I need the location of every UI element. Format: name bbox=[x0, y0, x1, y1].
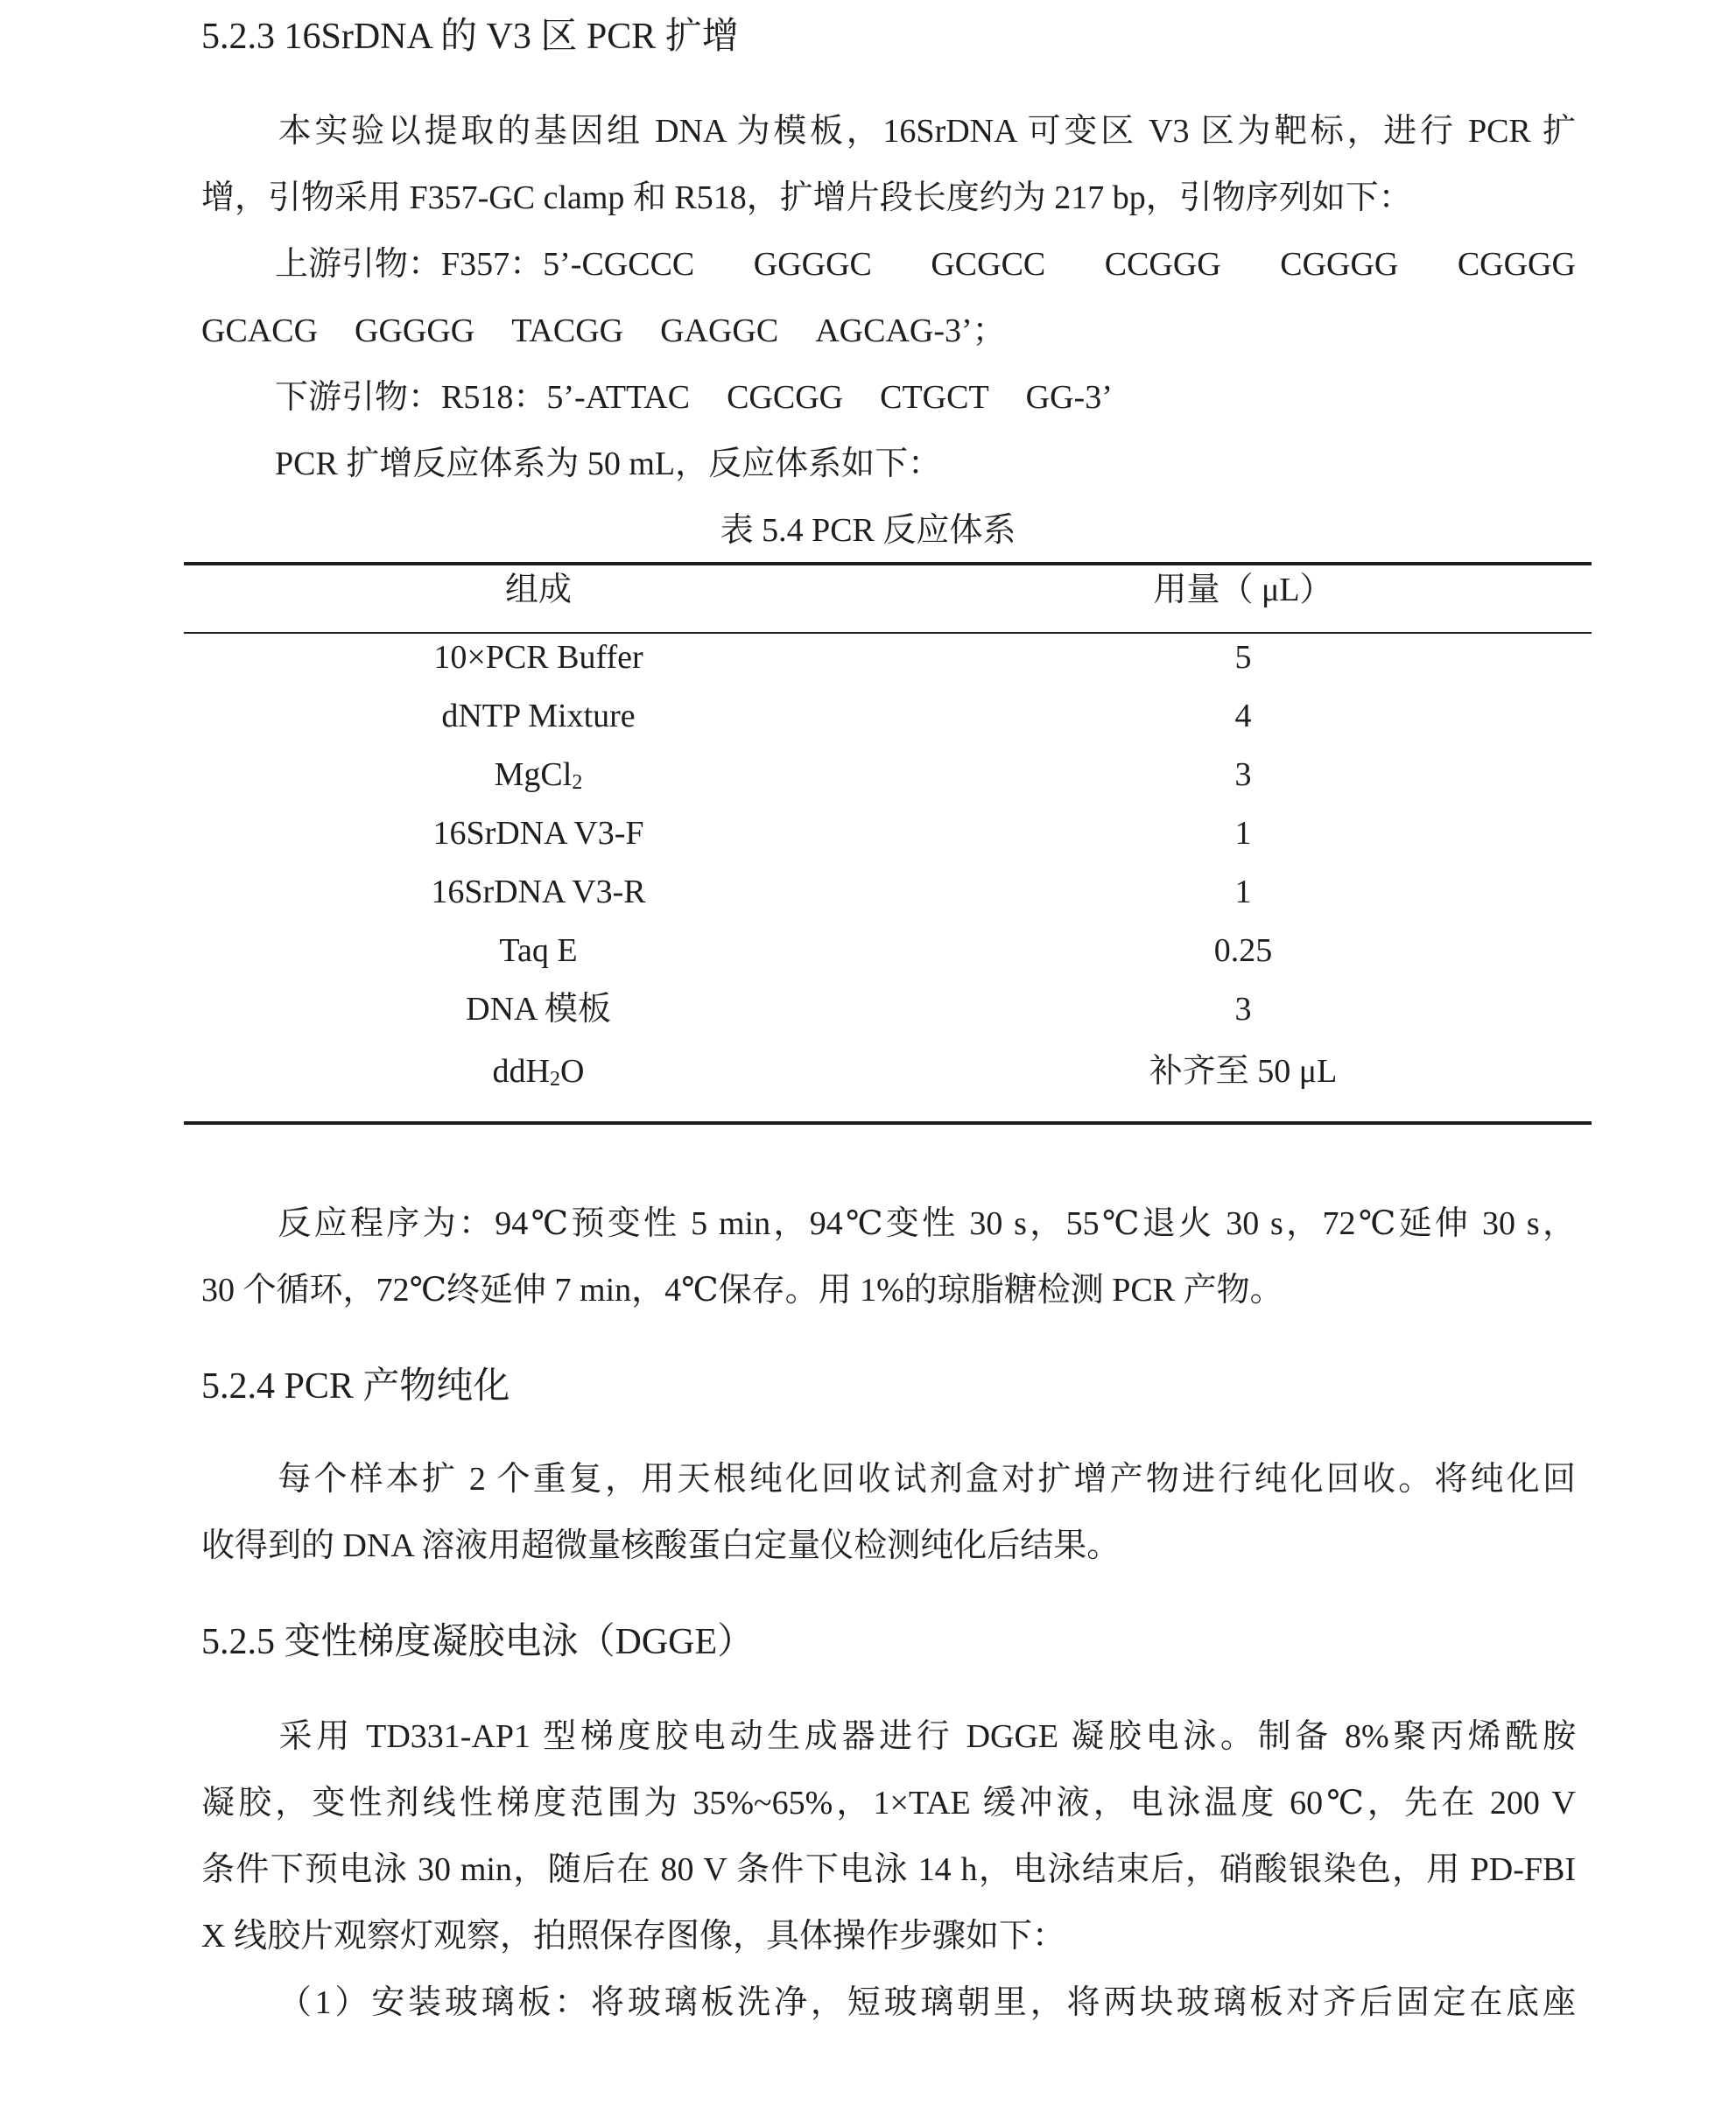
paragraph-line: （1）安装玻璃板：将玻璃板洗净，短玻璃朝里，将两块玻璃板对齐后固定在底座 bbox=[275, 1984, 1576, 2021]
section-heading-5-2-4: 5.2.4 PCR 产物纯化 bbox=[201, 1366, 510, 1407]
table-row: MgCl$_2$ 3 bbox=[494, 756, 1252, 794]
table-header-row bbox=[184, 560, 1592, 620]
paragraph-line: 反应程序为：94℃预变性 5 min，94℃变性 30 s，55℃退火 30 s，72℃延伸 30 s， bbox=[275, 1205, 1576, 1242]
table-row: Taq E 0.25 bbox=[499, 932, 1273, 969]
forward-primer-line: 上游引物：F357：5’-CGCCC GGGGC GCGCC CCGGG CGGGG CGGGG bbox=[275, 246, 1576, 283]
paragraph-line: 采用 TD331-AP1 型梯度胶电动生成器进行 DGGE 凝胶电泳。制备 8%聚丙烯酰胺 bbox=[275, 1718, 1576, 1755]
table-row: 16SrDNA V3-R 1 bbox=[431, 874, 1252, 910]
table-header-component: 组成 bbox=[504, 572, 572, 608]
table-bottom-rule bbox=[184, 1121, 1592, 1125]
paragraph-line: 本实验以提取的基因组 DNA 为模板，16SrDNA 可变区 V3 区为靶标，进行 PCR 扩 bbox=[275, 113, 1576, 150]
table-header-amount: 用量（ μL） bbox=[1153, 572, 1333, 608]
paragraph-line: 每个样本扩 2 个重复，用天根纯化回收试剂盒对扩增产物进行纯化回收。将纯化回 bbox=[275, 1461, 1576, 1498]
table-row: 16SrDNA V3-F 1 bbox=[432, 815, 1252, 852]
paragraph-line: 条件下预电泳 30 min，随后在 80 V 条件下电泳 14 h，电泳结束后，硝酸银染色，用 PD-FBI bbox=[201, 1851, 1576, 1888]
paragraph-line: 凝胶，变性剂线性梯度范围为 35%~65%，1×TAE 缓冲液，电泳温度 60℃，先在 200 V bbox=[201, 1785, 1576, 1822]
table-row: dNTP Mixture 4 bbox=[441, 698, 1252, 734]
section-heading-5-2-3: 5.2.3 16SrDNA 的 V3 区 PCR 扩增 bbox=[201, 17, 739, 57]
paragraph-line: 增，引物采用 F357-GC clamp 和 R518，扩增片段长度约为 217 bp，引物序列如下： bbox=[201, 179, 1412, 216]
table-row: 10×PCR Buffer 5 bbox=[433, 639, 1252, 676]
paragraph-line: 30 个循环，72℃终延伸 7 min，4℃保存。用 1%的琼脂糖检测 PCR 产物。 bbox=[201, 1272, 1283, 1309]
paragraph-line: 收得到的 DNA 溶液用超微量核酸蛋白定量仪检测纯化后结果。 bbox=[201, 1527, 1121, 1564]
forward-primer-continuation: GCACG GGGGG TACGG GAGGC AGCAG-3’； bbox=[201, 312, 1006, 349]
reaction-system-intro: PCR 扩增反应体系为 50 mL，反应体系如下： bbox=[275, 446, 942, 482]
reverse-primer-line: 下游引物：R518：5’-ATTAC CGCGG CTGCT GG-3’ bbox=[275, 379, 1113, 416]
section-heading-5-2-5: 5.2.5 变性梯度凝胶电泳（DGGE） bbox=[201, 1622, 755, 1662]
table-row: DNA 模板 3 bbox=[466, 991, 1252, 1028]
table-row: ddH$_2$O 补齐至 50 μL bbox=[492, 1053, 1338, 1091]
paragraph-line: X 线胶片观察灯观察，拍照保存图像，具体操作步骤如下： bbox=[201, 1918, 1065, 1955]
table-caption: 表 5.4 PCR 反应体系 bbox=[720, 512, 1016, 549]
